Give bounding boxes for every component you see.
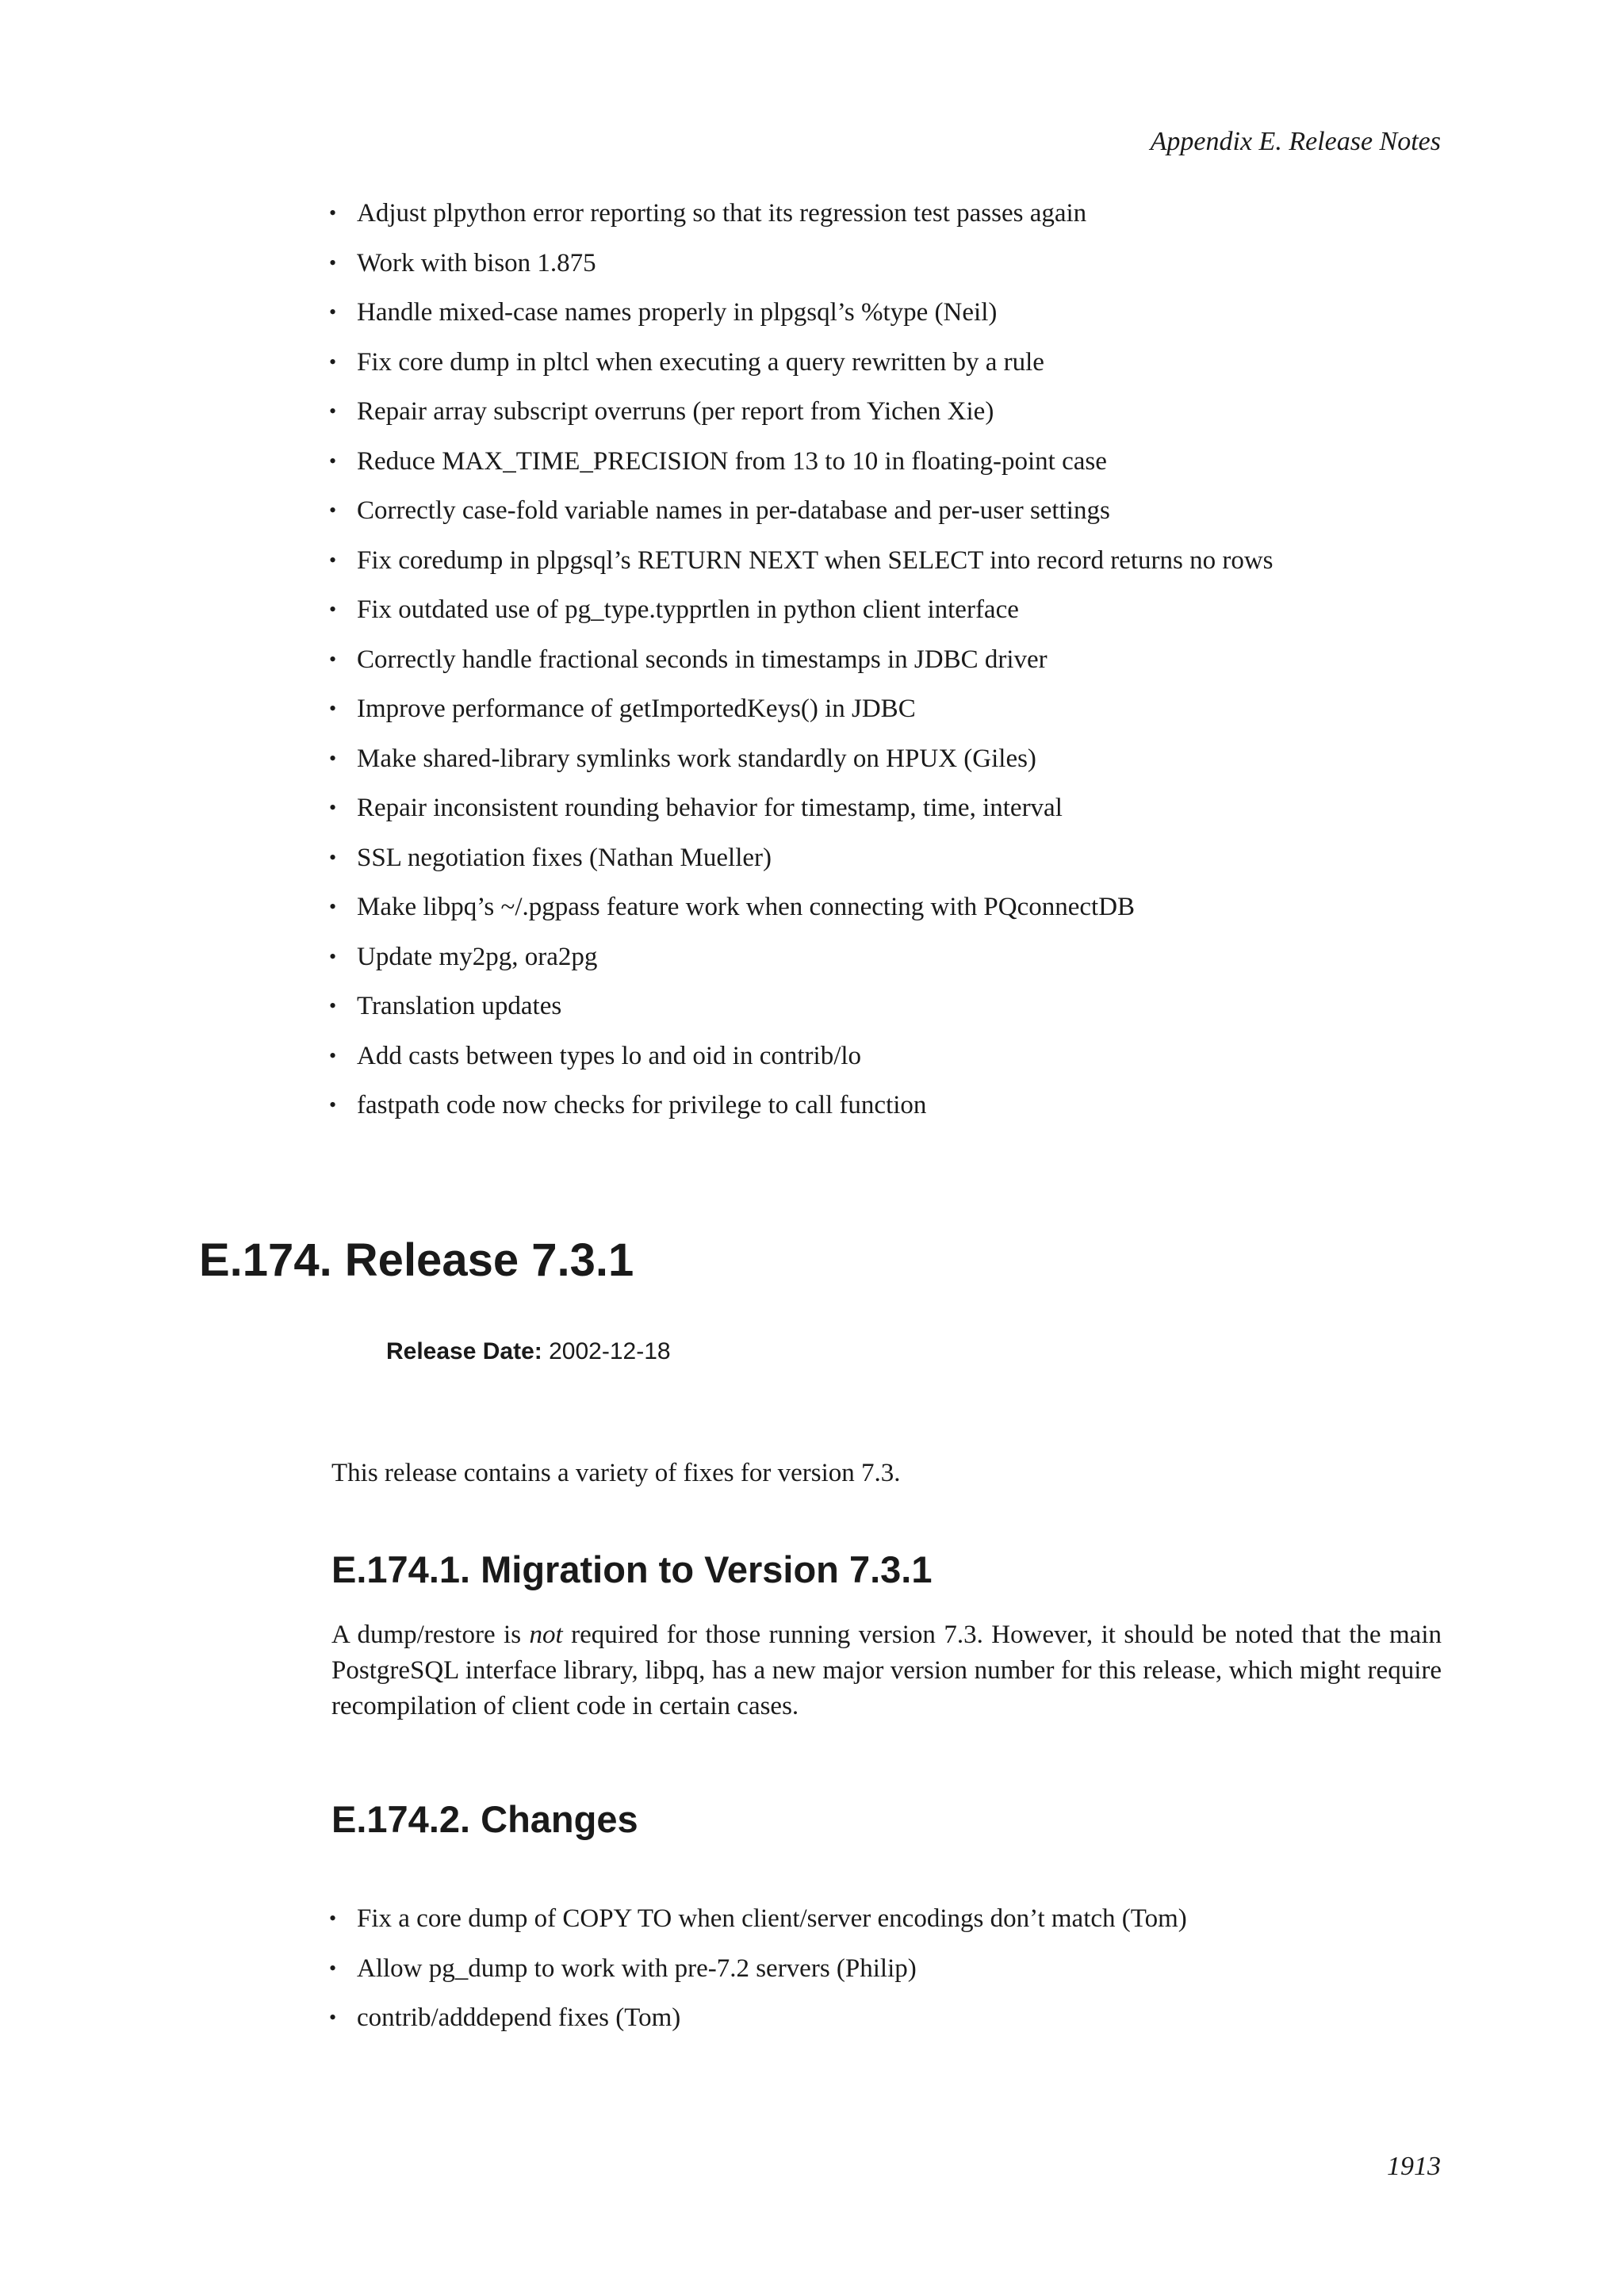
list-item <box>325 1993 1187 2043</box>
list-item <box>325 536 1274 586</box>
bullet-icon: • <box>329 499 337 522</box>
bullet-icon: • <box>329 1093 337 1116</box>
list-item <box>325 189 1274 239</box>
release-date <box>386 1336 671 1368</box>
bullet-icon: • <box>329 300 337 323</box>
list-item-text: Make shared-library symlinks work standardly on HPUX (Giles) <box>357 744 1036 773</box>
bullet-icon: • <box>329 647 337 671</box>
release-date-value: 2002-12-18 <box>549 1338 671 1364</box>
list-item-text: Update my2pg, ora2pg <box>357 942 598 971</box>
list-item <box>325 1031 1274 1081</box>
list-item-text: Correctly case-fold variable names in per-database and per-user settings <box>357 496 1110 525</box>
page-number: 1913 <box>1387 2152 1441 2181</box>
list-item <box>325 1944 1187 1994</box>
bullet-icon: • <box>329 449 337 473</box>
list-item <box>325 1894 1187 1944</box>
bullet-icon: • <box>329 895 337 918</box>
list-item-text: Fix coredump in plpgsql’s RETURN NEXT when SELECT into record returns no rows <box>357 545 1274 575</box>
list-item-text: Adjust plpython error reporting so that its regression test passes again <box>357 199 1087 228</box>
bullet-icon: • <box>329 201 337 224</box>
list-item <box>325 635 1274 685</box>
list-item <box>325 833 1274 883</box>
list-item <box>325 783 1274 833</box>
migration-paragraph <box>331 1617 1442 1724</box>
migration-heading: E.174.1. Migration to Version 7.3.1 <box>331 1548 933 1590</box>
list-item-text: Make libpq’s ~/.pgpass feature work when connecting with PQconnectDB <box>357 893 1136 921</box>
list-item-text: Repair array subscript overruns (per report from Yichen Xie) <box>357 397 994 426</box>
list-item-text: Work with bison 1.875 <box>357 248 596 277</box>
list-item-text: Improve performance of getImportedKeys() in JDBC <box>357 695 916 723</box>
bullet-icon: • <box>329 746 337 770</box>
migration-text-emphasis: not <box>529 1621 563 1649</box>
list-item-text: Add casts between types lo and oid in contrib/lo <box>357 1041 862 1070</box>
bullet-icon: • <box>329 1956 337 1980</box>
bullet-icon: • <box>329 548 337 572</box>
bullet-icon: • <box>329 598 337 621</box>
bullet-icon: • <box>329 1043 337 1067</box>
bullet-icon: • <box>329 251 337 274</box>
bullet-icon: • <box>329 944 337 968</box>
bullet-icon: • <box>329 796 337 819</box>
section-title: E.174. Release 7.3.1 <box>199 1234 634 1286</box>
list-item-text: Fix core dump in pltcl when executing a query rewritten by a rule <box>357 347 1044 377</box>
list-item <box>325 387 1274 437</box>
list-item-text: Fix a core dump of COPY TO when client/server encodings don’t match (Tom) <box>357 1904 1187 1933</box>
list-item <box>325 486 1274 536</box>
list-item <box>325 437 1274 487</box>
bullet-icon: • <box>329 400 337 423</box>
list-item <box>325 734 1274 784</box>
list-item <box>325 585 1274 635</box>
list-item-text: Handle mixed-case names properly in plpgsql’s %type (Neil) <box>357 298 998 327</box>
list-item-text: fastpath code now checks for privilege to call function <box>357 1091 927 1119</box>
bullet-list-changes <box>325 1894 1187 2043</box>
list-item <box>325 982 1274 1031</box>
list-item-text: Correctly handle fractional seconds in timestamps in JDBC driver <box>357 645 1048 674</box>
bullet-icon: • <box>329 1907 337 1930</box>
list-item-text: Fix outdated use of pg_type.typprtlen in python client interface <box>357 595 1019 624</box>
list-item <box>325 338 1274 388</box>
bullet-icon: • <box>329 994 337 1017</box>
changes-heading: E.174.2. Changes <box>331 1798 638 1840</box>
bullet-list-fixes <box>325 189 1274 1131</box>
list-item-text: Repair inconsistent rounding behavior for timestamp, time, interval <box>357 794 1063 822</box>
list-item <box>325 882 1274 932</box>
release-date-label: Release Date: <box>386 1338 542 1364</box>
intro-paragraph: This release contains a variety of fixes for version 7.3. <box>331 1459 901 1487</box>
bullet-icon: • <box>329 350 337 373</box>
bullet-icon: • <box>329 2006 337 2029</box>
running-header: Appendix E. Release Notes <box>1150 127 1441 156</box>
migration-text-before: A dump/restore is <box>331 1621 530 1649</box>
list-item <box>325 932 1274 982</box>
list-item-text: Reduce MAX_TIME_PRECISION from 13 to 10 in floating-point case <box>357 446 1107 476</box>
list-item <box>325 1081 1274 1131</box>
migration-text-after: required for those running version 7.3. However, it should be noted that the main PostgreSQL interface library, libpq, has a new major version number for this release, which might require recompilation of client code in certain cases. <box>331 1621 1442 1720</box>
bullet-icon: • <box>329 697 337 720</box>
list-item-text: Translation updates <box>357 992 562 1020</box>
list-item <box>325 684 1274 734</box>
list-item-text: Allow pg_dump to work with pre-7.2 servers (Philip) <box>357 1954 917 1983</box>
list-item <box>325 239 1274 289</box>
list-item-text: contrib/adddepend fixes (Tom) <box>357 2003 681 2032</box>
list-item-text: SSL negotiation fixes (Nathan Mueller) <box>357 843 772 872</box>
list-item <box>325 288 1274 338</box>
bullet-icon: • <box>329 845 337 869</box>
